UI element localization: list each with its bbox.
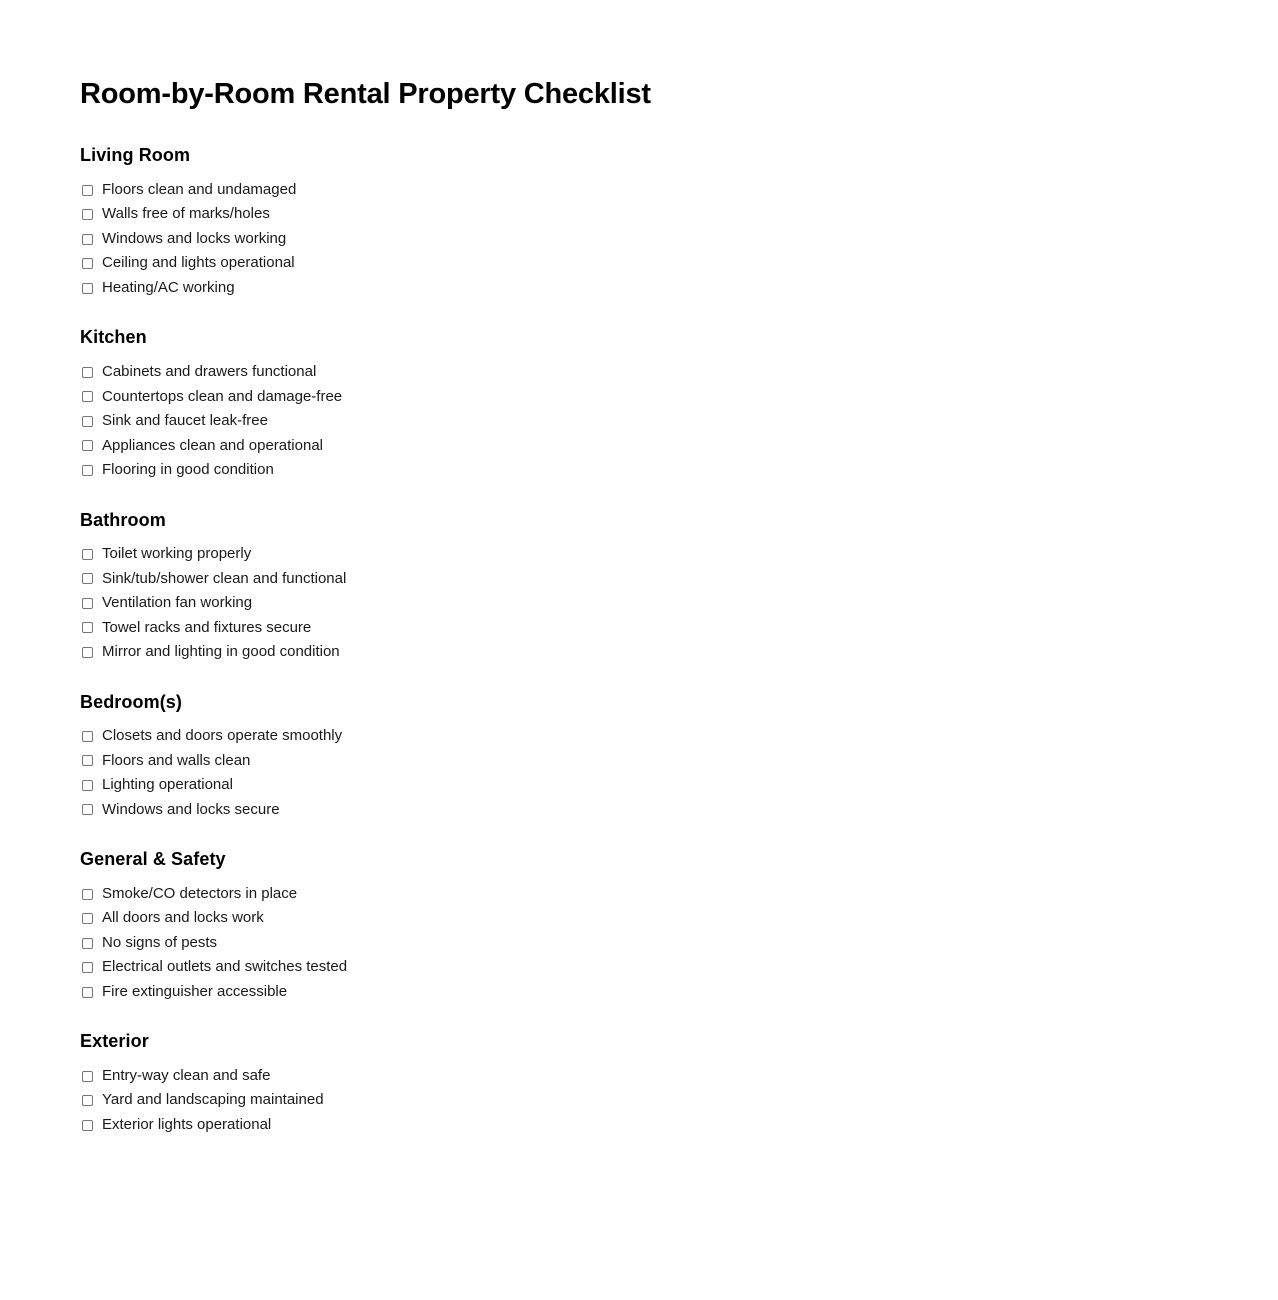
checkbox-empty-icon[interactable] <box>82 804 93 815</box>
checklist-item[interactable] <box>80 749 1198 774</box>
section-heading: Living Room <box>80 145 191 166</box>
section-heading: Exterior <box>80 1031 149 1052</box>
checklist-section <box>80 327 1198 482</box>
checklist-item[interactable] <box>80 567 1198 592</box>
checklist-item-list <box>80 360 1198 483</box>
checklist-section <box>80 849 1198 1004</box>
checklist-item-label: Towel racks and fixtures secure <box>102 618 312 636</box>
checklist-item-label: Flooring in good condition <box>102 461 274 479</box>
checklist-item[interactable] <box>80 434 1198 459</box>
checklist-item-label: Electrical outlets and switches tested <box>102 958 348 976</box>
checklist-item-label: Yard and landscaping maintained <box>102 1091 324 1109</box>
checkbox-empty-icon[interactable] <box>82 1095 93 1106</box>
checklist-item-label: Lighting operational <box>102 776 233 794</box>
checklist-item[interactable] <box>80 178 1198 203</box>
checklist-item-list <box>80 1064 1198 1138</box>
checklist-item[interactable] <box>80 906 1198 931</box>
checklist-item[interactable] <box>80 227 1198 252</box>
checklist-item[interactable] <box>80 955 1198 980</box>
section-heading: Bedroom(s) <box>80 691 183 712</box>
checklist-item[interactable] <box>80 724 1198 749</box>
checklist-item[interactable] <box>80 385 1198 410</box>
checklist-item[interactable] <box>80 798 1198 823</box>
checkbox-empty-icon[interactable] <box>82 647 93 658</box>
checklist-section <box>80 692 1198 823</box>
checklist-item[interactable] <box>80 1088 1198 1113</box>
checkbox-empty-icon[interactable] <box>82 185 93 196</box>
checklist-item-list <box>80 724 1198 822</box>
checkbox-empty-icon[interactable] <box>82 731 93 742</box>
checkbox-empty-icon[interactable] <box>82 573 93 584</box>
checklist-item-label: Sink and faucet leak-free <box>102 412 268 430</box>
checklist-item[interactable] <box>80 251 1198 276</box>
checkbox-empty-icon[interactable] <box>82 258 93 269</box>
checklist-item-label: Ceiling and lights operational <box>102 254 295 272</box>
checklist-item[interactable] <box>80 616 1198 641</box>
checkbox-empty-icon[interactable] <box>82 465 93 476</box>
checklist-item[interactable] <box>80 276 1198 301</box>
checkbox-empty-icon[interactable] <box>82 391 93 402</box>
checklist-item[interactable] <box>80 1064 1198 1089</box>
checklist-item[interactable] <box>80 360 1198 385</box>
checklist-item-label: Walls free of marks/holes <box>102 205 270 223</box>
checkbox-empty-icon[interactable] <box>82 938 93 949</box>
checklist-item[interactable] <box>80 980 1198 1005</box>
checklist-item-label: Countertops clean and damage-free <box>102 387 343 405</box>
checkbox-empty-icon[interactable] <box>82 1120 93 1131</box>
checklist-section <box>80 510 1198 665</box>
checklist-item-label: Smoke/CO detectors in place <box>102 884 298 902</box>
checklist-item-label: Floors and walls clean <box>102 751 251 769</box>
checkbox-empty-icon[interactable] <box>82 209 93 220</box>
checkbox-empty-icon[interactable] <box>82 622 93 633</box>
checklist-item-list <box>80 178 1198 301</box>
checkbox-empty-icon[interactable] <box>82 755 93 766</box>
checklist-item-label: Mirror and lighting in good condition <box>102 643 340 661</box>
checklist-item[interactable] <box>80 773 1198 798</box>
checklist-section <box>80 145 1198 300</box>
checklist-item-label: Heating/AC working <box>102 278 235 296</box>
checklist-item-label: Cabinets and drawers functional <box>102 363 317 381</box>
checklist-item[interactable] <box>80 931 1198 956</box>
checkbox-empty-icon[interactable] <box>82 283 93 294</box>
checklist-item[interactable] <box>80 202 1198 227</box>
checkbox-empty-icon[interactable] <box>82 1071 93 1082</box>
checklist-item-label: Exterior lights operational <box>102 1115 272 1133</box>
checklist-item-label: Ventilation fan working <box>102 594 253 612</box>
checkbox-empty-icon[interactable] <box>82 889 93 900</box>
checkbox-empty-icon[interactable] <box>82 440 93 451</box>
section-heading: Bathroom <box>80 509 166 530</box>
checklist-item-label: Windows and locks secure <box>102 800 280 818</box>
checklist-item-list <box>80 542 1198 665</box>
checklist-item-label: No signs of pests <box>102 933 218 951</box>
section-heading: General & Safety <box>80 849 226 870</box>
checklist-item-label: Appliances clean and operational <box>102 436 323 454</box>
checklist-item[interactable] <box>80 591 1198 616</box>
checkbox-empty-icon[interactable] <box>82 549 93 560</box>
checklist-item[interactable] <box>80 542 1198 567</box>
checkbox-empty-icon[interactable] <box>82 780 93 791</box>
section-heading: Kitchen <box>80 327 147 348</box>
checkbox-empty-icon[interactable] <box>82 913 93 924</box>
checkbox-empty-icon[interactable] <box>82 987 93 998</box>
checklist-item[interactable] <box>80 409 1198 434</box>
checklist-item-label: Floors clean and undamaged <box>102 180 297 198</box>
checklist-item[interactable] <box>80 882 1198 907</box>
checkbox-empty-icon[interactable] <box>82 367 93 378</box>
checklist-item-label: All doors and locks work <box>102 909 264 927</box>
checklist-item-label: Fire extinguisher accessible <box>102 982 288 1000</box>
checklist-item-label: Entry-way clean and safe <box>102 1066 271 1084</box>
checkbox-empty-icon[interactable] <box>82 416 93 427</box>
checklist-sections <box>80 145 1198 1137</box>
checklist-item-label: Closets and doors operate smoothly <box>102 727 343 745</box>
checklist-item[interactable] <box>80 458 1198 483</box>
checklist-item[interactable] <box>80 640 1198 665</box>
checkbox-empty-icon[interactable] <box>82 598 93 609</box>
checklist-item-label: Windows and locks working <box>102 229 287 247</box>
checkbox-empty-icon[interactable] <box>82 234 93 245</box>
checklist-item[interactable] <box>80 1113 1198 1138</box>
checklist-item-label: Toilet working properly <box>102 545 252 563</box>
checklist-item-list <box>80 882 1198 1005</box>
page-title: Room-by-Room Rental Property Checklist <box>80 78 651 110</box>
checklist-section <box>80 1031 1198 1137</box>
checklist-item-label: Sink/tub/shower clean and functional <box>102 569 347 587</box>
checkbox-empty-icon[interactable] <box>82 962 93 973</box>
